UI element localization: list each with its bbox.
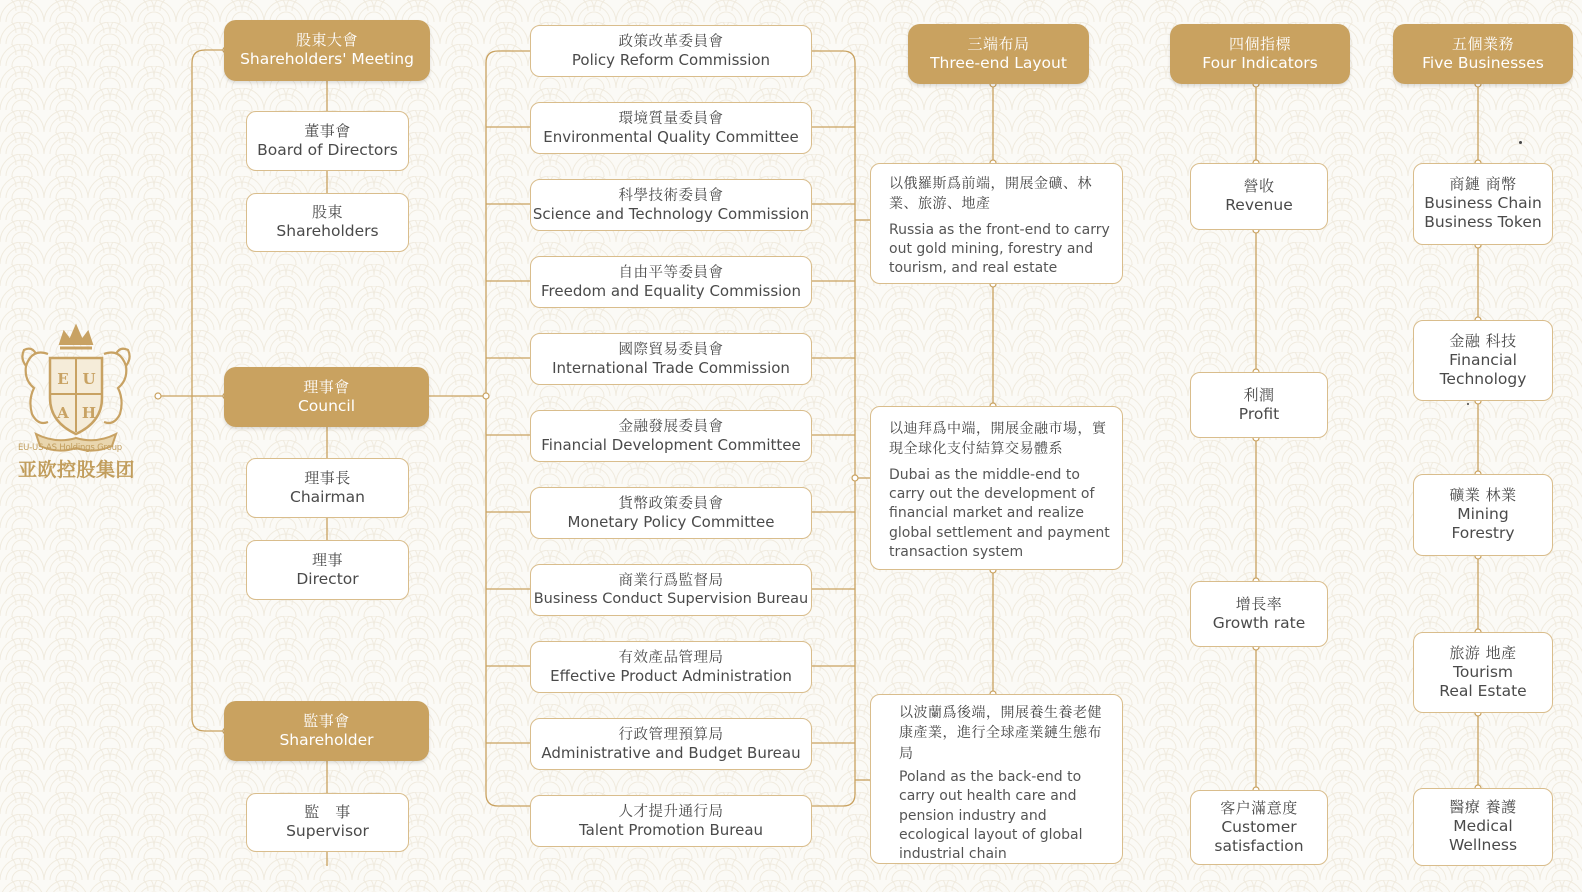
four-indicators-header: [1170, 24, 1350, 84]
five-businesses-header: [1393, 24, 1573, 84]
council-en: Council: [297, 396, 356, 415]
committee-zh: 國際貿易委員會: [618, 341, 724, 358]
svg-text:H: H: [81, 404, 97, 422]
committee-zh: 自由平等委員會: [618, 264, 724, 281]
committee-box: [530, 795, 812, 847]
stray-dot: [1519, 141, 1522, 144]
business-en-line2: Forestry: [1451, 524, 1515, 543]
committee-box: [530, 564, 812, 616]
board-of-directors-box: [246, 111, 409, 171]
shareholders-zh: 股東: [311, 203, 343, 222]
committee-box: [530, 487, 812, 539]
business-zh: 金融 科技: [1449, 331, 1517, 350]
chairman-zh: 理事長: [304, 468, 351, 487]
indicator-customer-satisfaction-box: [1190, 790, 1328, 865]
supervisor-zh: 監 事: [304, 803, 351, 822]
logo-english-name: EU-US-AS Holdings Group: [18, 443, 122, 453]
business-en-line2: Wellness: [1448, 836, 1518, 855]
director-box: [246, 540, 409, 600]
business-chain-box: [1413, 163, 1553, 245]
shareholder-board-en: Shareholder: [279, 730, 374, 749]
shareholders-meeting-zh: 股東大會: [295, 31, 358, 50]
indicator-zh: 利潤: [1243, 385, 1275, 404]
committee-en: International Trade Commission: [552, 358, 790, 377]
business-en-line2: Real Estate: [1439, 681, 1527, 700]
front-end-zh: 以俄羅斯爲前端，開展金礦、林業、旅游、地產: [889, 176, 1092, 213]
shareholders-box: [246, 193, 409, 252]
indicator-en-line1: Customer: [1221, 817, 1297, 836]
committee-zh: 金融發展委員會: [618, 418, 724, 435]
committee-box: [530, 256, 812, 308]
back-end-en: Poland as the back-end to carry out health care and pension industry and ecological layout of global industrial chain: [899, 768, 1083, 863]
committee-zh: 環境質量委員會: [618, 110, 724, 127]
chairman-box: [246, 458, 409, 518]
committee-en: Effective Product Administration: [550, 666, 792, 685]
back-end-poland-box: [870, 694, 1123, 864]
committee-zh: 商業行爲監督局: [618, 572, 724, 589]
business-en-line1: Mining: [1457, 505, 1509, 523]
five-businesses-en: Five Businesses: [1422, 53, 1544, 72]
committee-box: [530, 410, 812, 462]
committee-zh: 科學技術委員會: [618, 187, 724, 204]
three-end-layout-header: [908, 24, 1089, 84]
medical-wellness-box: [1413, 788, 1553, 866]
tourism-real-estate-box: [1413, 632, 1553, 713]
board-of-directors-en: Board of Directors: [257, 140, 398, 159]
middle-end-en: Dubai as the middle-end to carry out the development of financial market and realize global settlement and payment transaction system: [889, 466, 1110, 560]
indicator-revenue-box: [1190, 163, 1328, 230]
indicator-zh: 客户滿意度: [1220, 798, 1298, 817]
director-zh: 理事: [311, 550, 343, 569]
svg-text:E: E: [57, 370, 69, 388]
business-en-line1: Financial: [1449, 350, 1517, 369]
business-zh: 礦業 林業: [1449, 486, 1517, 505]
business-zh: 旅游 地產: [1449, 643, 1517, 662]
business-en-line1: Business Chain: [1424, 194, 1542, 212]
indicator-growth-rate-box: [1190, 581, 1328, 647]
back-end-zh: 以波蘭爲後端，開展養生養老健康產業，進行全球產業鏈生態布局: [899, 705, 1102, 762]
committee-en: Talent Promotion Bureau: [578, 820, 764, 839]
front-end-russia-box: [870, 163, 1123, 284]
committee-zh: 行政管理預算局: [618, 726, 724, 743]
indicator-en: Growth rate: [1212, 613, 1306, 632]
business-en-line1: Tourism: [1453, 662, 1513, 681]
business-zh: 醫療 養護: [1449, 798, 1517, 817]
middle-end-dubai-box: [870, 406, 1123, 570]
committee-en: Business Conduct Supervision Bureau: [533, 591, 809, 607]
committee-zh: 政策改革委員會: [618, 33, 724, 50]
director-en: Director: [296, 569, 359, 588]
business-en-line1: Medical: [1453, 817, 1513, 835]
three-end-layout-en: Three-end Layout: [930, 53, 1067, 72]
committee-box: [530, 102, 812, 154]
shareholders-en: Shareholders: [276, 222, 379, 241]
front-end-en: Russia as the front-end to carry out gold mining, forestry and tourism, and real estate: [889, 221, 1110, 277]
council-box: [224, 367, 429, 427]
mining-forestry-box: [1413, 474, 1553, 556]
middle-end-zh: 以迪拜爲中端，開展金融市場，實現全球化支付結算交易體系: [889, 421, 1107, 458]
three-end-layout-zh: 三端布局: [967, 34, 1030, 53]
financial-technology-box: [1413, 320, 1553, 401]
logo-chinese-name: 亚欧控股集团: [18, 459, 136, 481]
committee-en: Monetary Policy Committee: [567, 512, 775, 531]
board-of-directors-zh: 董事會: [304, 121, 351, 140]
committee-en: Policy Reform Commission: [571, 50, 771, 69]
committee-box: [530, 25, 812, 77]
indicator-profit-box: [1190, 372, 1328, 438]
svg-text:A: A: [57, 404, 69, 422]
four-indicators-en: Four Indicators: [1202, 53, 1318, 72]
svg-text:U: U: [82, 370, 96, 388]
shareholders-meeting-box: [224, 20, 430, 81]
supervisor-box: [246, 793, 409, 852]
indicator-en-line2: satisfaction: [1214, 836, 1304, 855]
shareholder-board-zh: 監事會: [303, 711, 350, 730]
indicator-zh: 增長率: [1235, 594, 1283, 613]
committee-box: [530, 333, 812, 385]
committee-box: [530, 718, 812, 770]
council-zh: 理事會: [303, 377, 350, 396]
business-en-line2: Business Token: [1424, 213, 1542, 232]
indicator-en: Profit: [1238, 404, 1280, 423]
shareholders-meeting-en: Shareholders' Meeting: [240, 50, 414, 69]
committee-box: [530, 641, 812, 693]
supervisor-en: Supervisor: [286, 822, 369, 841]
business-en-line2: Technology: [1439, 369, 1527, 388]
four-indicators-zh: 四個指標: [1228, 34, 1291, 53]
committee-en: Freedom and Equality Commission: [541, 281, 801, 300]
committee-en: Administrative and Budget Bureau: [541, 743, 801, 762]
business-zh: 商鏈 商幣: [1449, 175, 1517, 194]
committee-zh: 有效產品管理局: [618, 649, 724, 666]
committee-en: Financial Development Committee: [541, 435, 801, 454]
committee-en: Science and Technology Commission: [532, 204, 810, 223]
stray-dot: [1467, 403, 1469, 405]
shareholder-board-box: [224, 701, 429, 761]
five-businesses-zh: 五個業務: [1451, 34, 1514, 53]
committee-zh: 人才提升通行局: [618, 803, 724, 820]
committee-box: [530, 179, 812, 231]
committee-zh: 貨幣政策委員會: [618, 495, 724, 512]
chairman-en: Chairman: [290, 487, 365, 506]
indicator-zh: 營收: [1243, 177, 1275, 196]
committee-en: Environmental Quality Committee: [543, 127, 799, 146]
indicator-en: Revenue: [1225, 196, 1293, 215]
